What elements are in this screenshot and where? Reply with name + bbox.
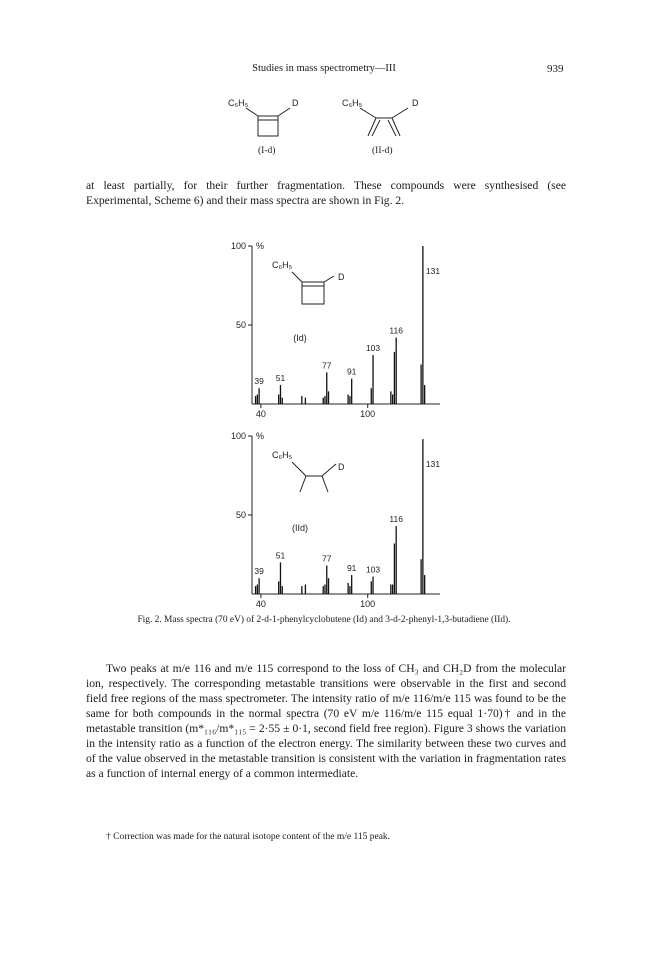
structure-substituent-label: C₆H₅ xyxy=(272,450,293,460)
structure-deuterium-label: D xyxy=(338,462,345,472)
peak-label: 103 xyxy=(365,564,381,575)
substituent-label: C₆H₅ xyxy=(228,98,249,108)
running-title: Studies in mass spectrometry—III xyxy=(252,63,396,74)
substituent-label: C₆H₅ xyxy=(342,98,363,108)
structure-substituent-label: C₆H₅ xyxy=(272,260,293,270)
figure-2 xyxy=(200,236,460,611)
peak-label: 39 xyxy=(254,376,264,387)
peak-label: 77 xyxy=(322,360,332,371)
structure-label-ii-d: (II-d) xyxy=(372,146,393,156)
x-tick-label: 40 xyxy=(255,599,266,609)
structure-label-i-d: (I-d) xyxy=(258,146,276,156)
structure-i-d xyxy=(228,98,299,136)
peak-label: 91 xyxy=(346,563,357,574)
structure-double-bond xyxy=(300,476,306,492)
peak-label: 91 xyxy=(346,366,357,377)
x-tick-label: 100 xyxy=(360,409,376,419)
peak-label: 77 xyxy=(322,553,332,564)
deuterium-label: D xyxy=(412,98,419,108)
compound-label: (IId) xyxy=(291,523,309,533)
structure-bond xyxy=(292,272,302,282)
structure-double-bond xyxy=(322,476,328,492)
y-tick-label: 100 xyxy=(230,431,246,441)
structure-bond xyxy=(324,276,334,282)
page-number: 939 xyxy=(547,63,564,75)
chemical-structures xyxy=(200,88,460,168)
body-paragraph-2: Two peaks at m/e 116 and m/e 115 correspond to the loss of CH₃ and CH₂D from the molecular ion, respectively. The corresponding metastable transitions were observable in the first and second field free regions of the mass spectrometer. The intensity ratio of m/e 116/m/e 115 was found to be the same for both compounds in the normal spectra (70 eV m/e 116/m/e 115 equal 1·70)† and in the metastable transition (m*₁₁₆/m*₁₁₅ = 2·55 ± 0·1, second field free region). Figure 3 shows the variation in the intensity ratio as a function of the electron energy. The similarity between these two curves and of the value observed in the metastable transition is consistent with the variation in fragmentation rates as a function of internal energy of a common intermediate. xyxy=(86,662,566,780)
mass-spectra-chart xyxy=(200,236,460,611)
y-tick-label: 100 xyxy=(230,241,246,251)
y-tick-label: 50 xyxy=(235,510,246,520)
structure-drawings xyxy=(200,88,460,168)
body-paragraph-1: at least partially, for their further fragmentation. These compounds were synthesised (see Experimental, Scheme 6) and their mass spectra are shown in Fig. 2. xyxy=(86,179,566,207)
peak-label: 103 xyxy=(365,343,381,354)
peak-label: 131 xyxy=(425,266,441,276)
x-tick-label: 40 xyxy=(255,409,266,419)
peak-label: 116 xyxy=(389,325,403,336)
peak-label: 116 xyxy=(389,514,403,525)
structure-bond xyxy=(322,464,336,476)
y-unit-label: % xyxy=(256,241,265,251)
y-tick-label: 50 xyxy=(235,320,246,330)
peak-label: 131 xyxy=(425,459,441,470)
figure-caption: Fig. 2. Mass spectra (70 eV) of 2-d-1-phenylcyclobutene (Id) and 3-d-2-phenyl-1,3-butadiene (IId). xyxy=(137,615,511,625)
y-unit-label: % xyxy=(256,431,265,441)
x-tick-label: 100 xyxy=(360,599,376,609)
peak-label: 51 xyxy=(275,373,286,384)
structure-ring xyxy=(302,282,324,304)
peak-label: 39 xyxy=(254,566,264,577)
compound-label: (Id) xyxy=(293,333,307,343)
structure-ii-d xyxy=(342,98,419,136)
footnote: † Correction was made for the natural isotope content of the m/e 115 peak. xyxy=(106,832,391,842)
peak-label: 51 xyxy=(275,550,286,561)
structure-deuterium-label: D xyxy=(338,272,345,282)
structure-bond xyxy=(292,462,306,476)
deuterium-label: D xyxy=(292,98,299,108)
